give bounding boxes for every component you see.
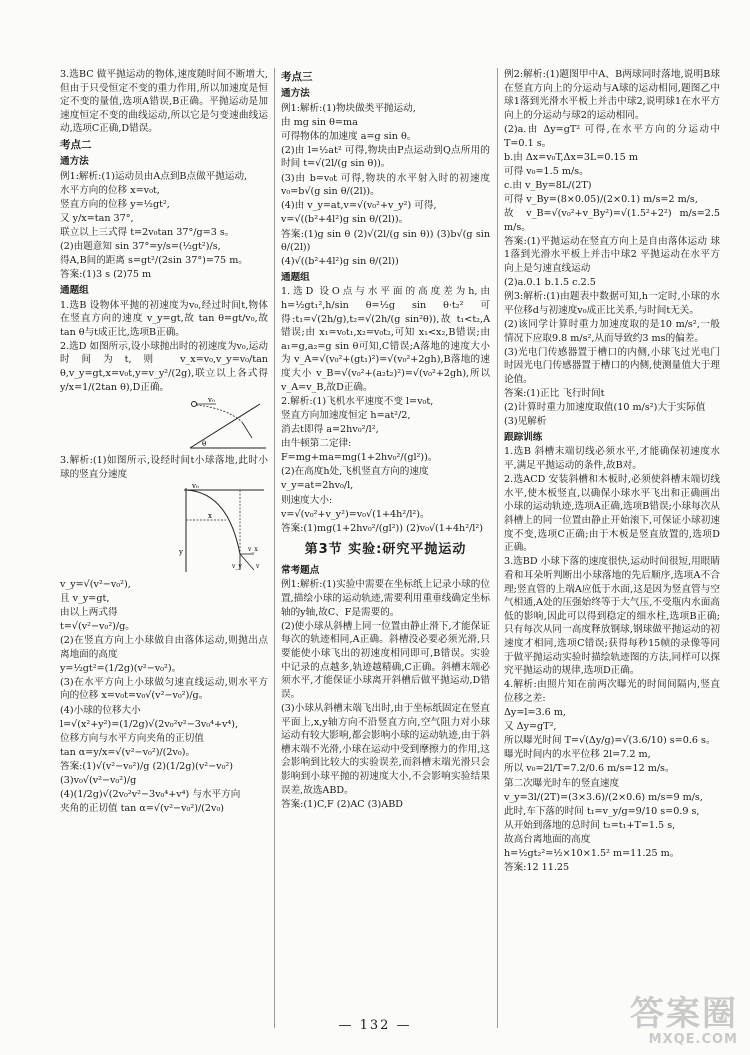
text-paragraph: v=√(v₀²+v_y²)=v₀√(1+4h²/l²)。	[281, 508, 430, 520]
subsection-heading: 通方法	[60, 155, 89, 167]
text-paragraph: 4.解析:由照片知在前两次曝光的时间间隔内,竖直位移之差:	[504, 679, 720, 704]
trajectory-v0-label: v₀	[192, 483, 199, 490]
text-paragraph: 且 v_y=gt,	[60, 592, 110, 604]
incline-diagram	[186, 396, 268, 452]
text-paragraph: 所以曝光时间 T=√(Δy/g)=√(3.6/10) s=0.6 s。	[504, 735, 716, 747]
incline-ball	[192, 402, 197, 407]
trajectory-vx-label: v_x	[248, 545, 258, 553]
text-paragraph: c.由 v_By=8L/(2T)	[504, 179, 592, 191]
text-paragraph: 夹角的正切值 tan α=√(v²−v₀²)/(2v₀)	[60, 803, 225, 815]
text-paragraph: 答案:(1)mg(1+2hv₀²/(gl²)) (2)v₀√(1+4h²/l²)	[281, 522, 483, 534]
text-paragraph: (2)由 l=½at² 可得,物块由P点运动到Q点所用的时间 t=√(2l/(g sin θ))。	[281, 144, 490, 170]
subsection-heading: 通方法	[281, 87, 310, 99]
column-divider	[497, 68, 498, 1028]
text-paragraph: 可得 v₀=1.5 m/s。	[504, 165, 589, 177]
text-paragraph: 1.选B 设物体平抛的初速度为v₀,经过时间t,物体在竖直方向的速度 v_y=gt,故 tan θ=gt/v₀,故 tan θ与t成正比,选项B正确。	[60, 299, 268, 338]
text-paragraph: 可得物体的加速度 a=g sin θ。	[281, 130, 417, 142]
text-paragraph: 例1:解析:(1)运动员由A点到B点做平抛运动,	[60, 170, 248, 182]
text-paragraph: 3.选BD 小球下落的速度很快,运动时间很短,用眼睛看和耳朵听判断出小球落地的先后顺序,选项A不合理;竖直管的上端A应低于水面,这是因为竖直管与空气相通,A处的压强始终等于大气压,不受瓶内水面高低的影响,因此可以得到稳定的细水柱,选项B正确;只有每次从同一高度释放钢球,钢球做平抛运动的初速度才相同,选项C错误;获得每秒15帧的录像等同于做平抛运动实验时描绘轨迹图的方法,同样可以探究平抛运动的规律,选项D正确。	[504, 556, 720, 677]
text-paragraph: (2)由题意知 sin 37°=y/s=(½gt²)/s,	[60, 241, 221, 253]
text-paragraph: 答案:(1)C,F (2)AC (3)ABD	[281, 798, 403, 810]
text-paragraph: t=√(v²−v₀²)/g。	[60, 620, 135, 632]
text-paragraph: 2.选D 如图所示,设小球抛出时的初速度为v₀,运动时间为t,则 v_x=v₀,v_y=v₀/tan θ,v_y=gt,x=v₀t,y=v_y²/(2g),联立以上各式得 y/x=1/(2tan θ),D正确。	[60, 340, 268, 393]
watermark-text: 答案圈	[630, 993, 738, 1034]
text-paragraph: (2)a.由 Δy=gT² 可得,在水平方向的分运动中 T=0.1 s。	[504, 123, 720, 149]
column-divider	[274, 68, 275, 1028]
text-paragraph: 答案:(1)3 s (2)75 m	[60, 269, 152, 281]
text-paragraph: 3.解析:(1)如图所示,设经时间t小球落地,此时小球的竖直分速度	[60, 455, 268, 480]
text-paragraph: (4)由 v_y=at,v=√(v₀²+v_y²) 可得,	[281, 200, 437, 212]
text-paragraph: (3)见解析	[504, 416, 547, 428]
text-paragraph: (4)(1/2g)√(2v₀²v²−3v₀⁴+v⁴) 与水平方向	[60, 789, 241, 801]
text-paragraph: (2)在竖直方向上小球做自由落体运动,则抛出点离地面的高度	[60, 634, 268, 660]
subsection-heading: 通题组	[60, 284, 89, 296]
text-paragraph: 第二次曝光时车的竖直速度	[504, 777, 620, 789]
text-paragraph: 由以上两式得	[60, 606, 118, 618]
text-paragraph: 1.选D 设O点与水平面的高度差为h,由 h=½gt₁²,h/sin θ=½g sin θ·t₂² 可得:t₁=√(2h/g),t₂=√(2h/(g sin²θ)),故 t₁<t₂,A错误;由 x₁=v₀t₁,x₂=v₀t₂,可知 x₁<x₂,B错误;由 a₁=g,a₂=g sin θ可知,C错误;A落地的速度大小为 v_A=√(v₀²+(gt₁)²)=√(v₀²+2gh),B落地的速度大小 v_B=√(v₀²+(a₂t₂)²)=√(v₀²+2gh),所以 v_A=v_B,故D正确。	[281, 286, 490, 393]
text-paragraph: (3)在水平方向上小球做匀速直线运动,则水平方向的位移 x=v₀t=v₀√(v²−v₀²)/g。	[60, 676, 268, 702]
text-paragraph: v=√((b²+4l²)g sin θ/(2l))。	[281, 214, 409, 226]
text-paragraph: (3)v₀√(v²−v₀²)/g	[60, 775, 137, 787]
text-paragraph: 3.选BC 做平抛运动的物体,速度随时间不断增大,但由于只受恒定不变的重力作用,所以加速度是恒定不变的量值,选项A错误,B正确。平抛运动是加速度恒定不变的曲线运动,所以它是匀变速曲线运动,选项C正确,D错误。	[60, 69, 268, 135]
text-paragraph: (2)该同学计算时重力加速度取的是10 m/s²,一般情况下应取9.8 m/s²,从而导致约3 ms的偏差。	[504, 318, 720, 344]
text-paragraph: 此时,车下落的时间 t₁=v_y/g=9/10 s=0.9 s,	[504, 805, 700, 817]
text-paragraph: 得A,B间的距离 s=gt²/(2sin 37°)=75 m。	[60, 255, 248, 267]
watermark-logo	[630, 993, 738, 1049]
incline-slope-line	[190, 404, 260, 448]
text-paragraph: 竖直方向的位移 y=½gt²,	[60, 198, 170, 210]
text-paragraph: (2)在高度h处,飞机竖直方向的速度	[281, 466, 429, 478]
text-paragraph: 可得 v_By=(8×0.05)/(2×0.1) m/s=2 m/s,	[504, 193, 698, 205]
text-paragraph: 答案:(1)g sin θ (2)√(2l/(g sin θ)) (3)b√(g sin θ/(2l))	[281, 228, 490, 254]
incline-v0-label: v₀	[208, 396, 215, 405]
text-paragraph: 答案:12 11.25	[504, 862, 570, 874]
text-paragraph: 2.选ACD 安装斜槽和木板时,必须使斜槽末端切线水平,使木板竖直,以确保小球水平飞出和正确画出小球的运动轨迹,选项A正确,选项B错误;小球每次从斜槽上的同一位置由静止开始滚下,可保证小球初速度不变,选项C正确;由于木板是竖直放置的,选项D正确。	[504, 474, 720, 554]
incline-velocity-arrow	[242, 422, 252, 438]
text-paragraph: 答案:(1)正比 飞行时间t	[504, 388, 605, 400]
trajectory-vy-label: v_y	[232, 562, 242, 570]
text-paragraph: b.由 Δx=v₀T,Δx=3L=0.15 m	[504, 151, 638, 163]
incline-angle-label: θ	[202, 440, 207, 449]
trajectory-v-arrow	[240, 554, 254, 570]
text-paragraph: 位移方向与水平方向夹角的正切值	[60, 732, 204, 744]
text-paragraph: 从开始到落地的总时间 t₂=t₁+T=1.5 s,	[504, 819, 676, 831]
section-heading: 考点二	[60, 139, 92, 152]
text-paragraph: (4)√((b²+4l²)g sin θ/(2l))	[281, 256, 399, 268]
text-paragraph: 例1:解析:(1)实验中需要在坐标纸上记录小球的位置,描绘小球的运动轨迹,需要利用重垂线确定坐标轴的y轴,故C、F是需要的。	[281, 579, 490, 618]
text-paragraph: 例3:解析:(1)由题表中数据可知,h一定时,小球的水平位移d与初速度v₀成正比关系,与时间t无关。	[504, 291, 720, 316]
trajectory-v-label: v	[256, 562, 260, 570]
text-paragraph: 故高台离地面的高度	[504, 834, 591, 846]
subsection-heading: 跟踪训练	[504, 431, 543, 443]
trajectory-diagram	[178, 484, 268, 576]
text-paragraph: 由 mg sin θ=ma	[281, 116, 358, 128]
text-paragraph: 答案:(1)√(v²−v₀²)/g (2)(1/2g)(v²−v₀²)	[60, 760, 234, 772]
text-paragraph: (2)计算时重力加速度取值(10 m/s²)大于实际值	[504, 402, 706, 414]
trajectory-x-label: x	[208, 511, 212, 520]
section-heading: 考点三	[281, 71, 313, 83]
text-paragraph: 又 y/x=tan 37°,	[60, 212, 134, 224]
text-paragraph: 水平方向的位移 x=v₀t,	[60, 184, 160, 196]
text-paragraph: 又 Δy=gT²,	[504, 721, 557, 733]
text-paragraph: (4)小球的位移大小	[60, 704, 141, 716]
text-paragraph: tan α=y/x=√(v²−v₀²)/(2v₀)。	[60, 746, 196, 758]
text-paragraph: Δy=l=3.6 m,	[504, 707, 566, 719]
text-paragraph: 2.解析:(1)飞机水平速度不变 l=v₀t,	[281, 395, 434, 407]
text-paragraph: 故 v_B=√(v₀²+v_By²)=√(1.5²+2²) m/s=2.5 m/s。	[504, 208, 720, 233]
column-left	[60, 68, 268, 816]
watermark-url: MXQE.COM	[648, 1031, 738, 1047]
page-number: — 132 —	[338, 1017, 412, 1033]
text-paragraph: F=mg+ma=mg(1+2hv₀²/(gl²))。	[281, 452, 438, 464]
text-paragraph: 所以 v₀=2l/T=7.2/0.6 m/s=12 m/s。	[504, 763, 675, 775]
text-paragraph: v_y=at=2hv₀/l,	[281, 480, 354, 492]
text-paragraph: l=√(x²+y²)=(1/2g)√(2v₀²v²−3v₀⁴+v⁴),	[60, 718, 239, 730]
text-paragraph: 则速度大小:	[281, 494, 333, 506]
text-paragraph: (3)由 b=v₀t 可得,物块的水平射入时的初速度 v₀=b√(g sin θ/(2l))。	[281, 172, 490, 198]
text-paragraph: v_y=3l/(2T)=(3×3.6)/(2×0.6) m/s=9 m/s,	[504, 791, 703, 803]
column-middle	[281, 68, 490, 812]
trajectory-curve	[186, 490, 240, 554]
text-paragraph: (2)使小球从斜槽上同一位置由静止滑下,才能保证每次的轨迹相同,A正确。斜槽没必要必须光滑,只要能使小球飞出的初速度相同即可,B错误。实验中记录的点越多,轨迹越精确,C正确。斜槽末端必须水平,才能保证小球离开斜槽后做平抛运动,D错误。	[281, 620, 490, 700]
subsection-heading: 常考题点	[281, 564, 320, 576]
text-paragraph: (3)光电门传感器置于槽口的内侧,小球飞过光电门时因光电门传感器置于槽口的内侧,使测量值大于理论值。	[504, 346, 720, 385]
trajectory-y-label: y	[179, 547, 183, 556]
text-paragraph: y=½gt²=(1/2g)(v²−v₀²)。	[60, 662, 182, 674]
text-paragraph: 由牛顿第二定律:	[281, 438, 352, 450]
text-paragraph: (2)a.0.1 b.1.5 c.2.5	[504, 277, 596, 289]
text-paragraph: 联立以上三式得 t=2v₀tan 37°/g=3 s。	[60, 227, 235, 238]
subsection-heading: 通题组	[281, 271, 310, 283]
text-paragraph: 竖直方向加速度恒定 h=at²/2,	[281, 409, 411, 421]
text-paragraph: v_y=√(v²−v₀²),	[60, 578, 131, 590]
text-paragraph: 1.选B 斜槽末端切线必须水平,才能确保初速度水平,满足平抛运动的条件,故B对。	[504, 446, 720, 472]
text-paragraph: 消去t即得 a=2hv₀²/l²,	[281, 424, 379, 436]
text-paragraph: (3)小球从斜槽末端飞出时,由于坐标纸固定在竖直平面上,x,y轴方向不沿竖直方向,空气阻力对小球运动有较大影响,都会影响小球的运动轨迹,由于斜槽末端不光滑,小球在运动中受到摩擦力的作用,这会影响到比较大的实验误差,而斜槽末端光滑只会影响到小球平抛的初速度大小,不会影响实验结果误差,故选ABD。	[281, 702, 490, 796]
text-paragraph: 曝光时间内的水平位移 2l=7.2 m,	[504, 749, 651, 761]
column-right	[504, 68, 720, 875]
text-paragraph: 例1:解析:(1)物块做类平抛运动,	[281, 102, 416, 114]
chapter-title: 第3节 实验:研究平抛运动	[304, 542, 467, 558]
text-paragraph: 例2:解析:(1)题图甲中A、B两球同时落地,说明B球在竖直方向上的分运动与A球的运动相同,题图乙中球1落到光滑水平板上并击中球2,说明球1在水平方向上的分运动与球2的运动相同。	[504, 69, 720, 121]
text-paragraph: 答案:(1)平抛运动在竖直方向上是自由落体运动 球1落到光滑水平板上并击中球2 平抛运动在水平方向上是匀速直线运动	[504, 235, 720, 275]
text-paragraph: h=½gt₂²=½×10×1.5² m=11.25 m。	[504, 848, 680, 860]
